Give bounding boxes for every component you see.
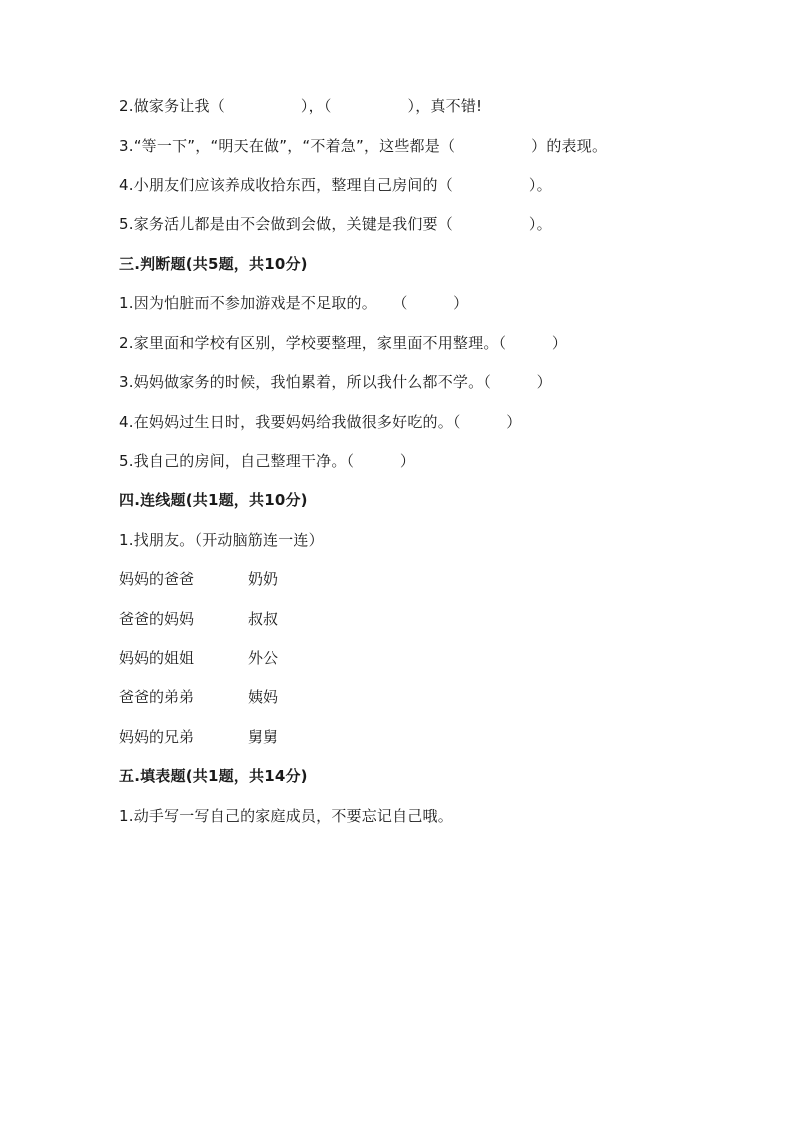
judge-item-2: 2.家里面和学校有区别，学校要整理，家里面不用整理。（ ） (119, 334, 568, 352)
fill-blank-item-4: 4.小朋友们应该养成收拾东西，整理自己房间的（ ）。 (119, 176, 552, 194)
section-5-heading: 五.填表题(共1题，共14分) (119, 767, 308, 785)
match-left-item: 妈妈的姐姐 (119, 649, 195, 667)
match-right-item: 舅舅 (248, 728, 279, 746)
judge-item-1: 1.因为怕脏而不参加游戏是不足取的。 （ ） (119, 294, 469, 312)
judge-item-5: 5.我自己的房间，自己整理干净。（ ） (119, 452, 416, 470)
match-left-item: 爸爸的妈妈 (119, 610, 195, 628)
fill-blank-item-3: 3.“等一下”，“明天在做”，“不着急”，这些都是（ ）的表现。 (119, 137, 608, 155)
match-left-item: 爸爸的弟弟 (119, 688, 195, 706)
judge-item-3: 3.妈妈做家务的时候，我怕累着，所以我什么都不学。（ ） (119, 373, 552, 391)
match-right-item: 叔叔 (248, 610, 279, 628)
match-right-item: 姨妈 (248, 688, 279, 706)
match-left-item: 妈妈的兄弟 (119, 728, 195, 746)
fill-blank-item-2: 2.做家务让我（ ），（ ），真不错! (119, 97, 483, 115)
section-3-heading: 三.判断题(共5题，共10分) (119, 255, 308, 273)
match-question: 1.找朋友。（开动脑筋连一连） (119, 531, 324, 549)
match-right-item: 外公 (248, 649, 279, 667)
match-left-item: 妈妈的爸爸 (119, 570, 195, 588)
judge-item-4: 4.在妈妈过生日时，我要妈妈给我做很多好吃的。（ ） (119, 413, 522, 431)
match-right-item: 奶奶 (248, 570, 279, 588)
fill-blank-item-5: 5.家务活儿都是由不会做到会做，关键是我们要（ ）。 (119, 215, 552, 233)
section-4-heading: 四.连线题(共1题，共10分) (119, 491, 308, 509)
table-question: 1.动手写一写自己的家庭成员，不要忘记自己哦。 (119, 807, 453, 825)
